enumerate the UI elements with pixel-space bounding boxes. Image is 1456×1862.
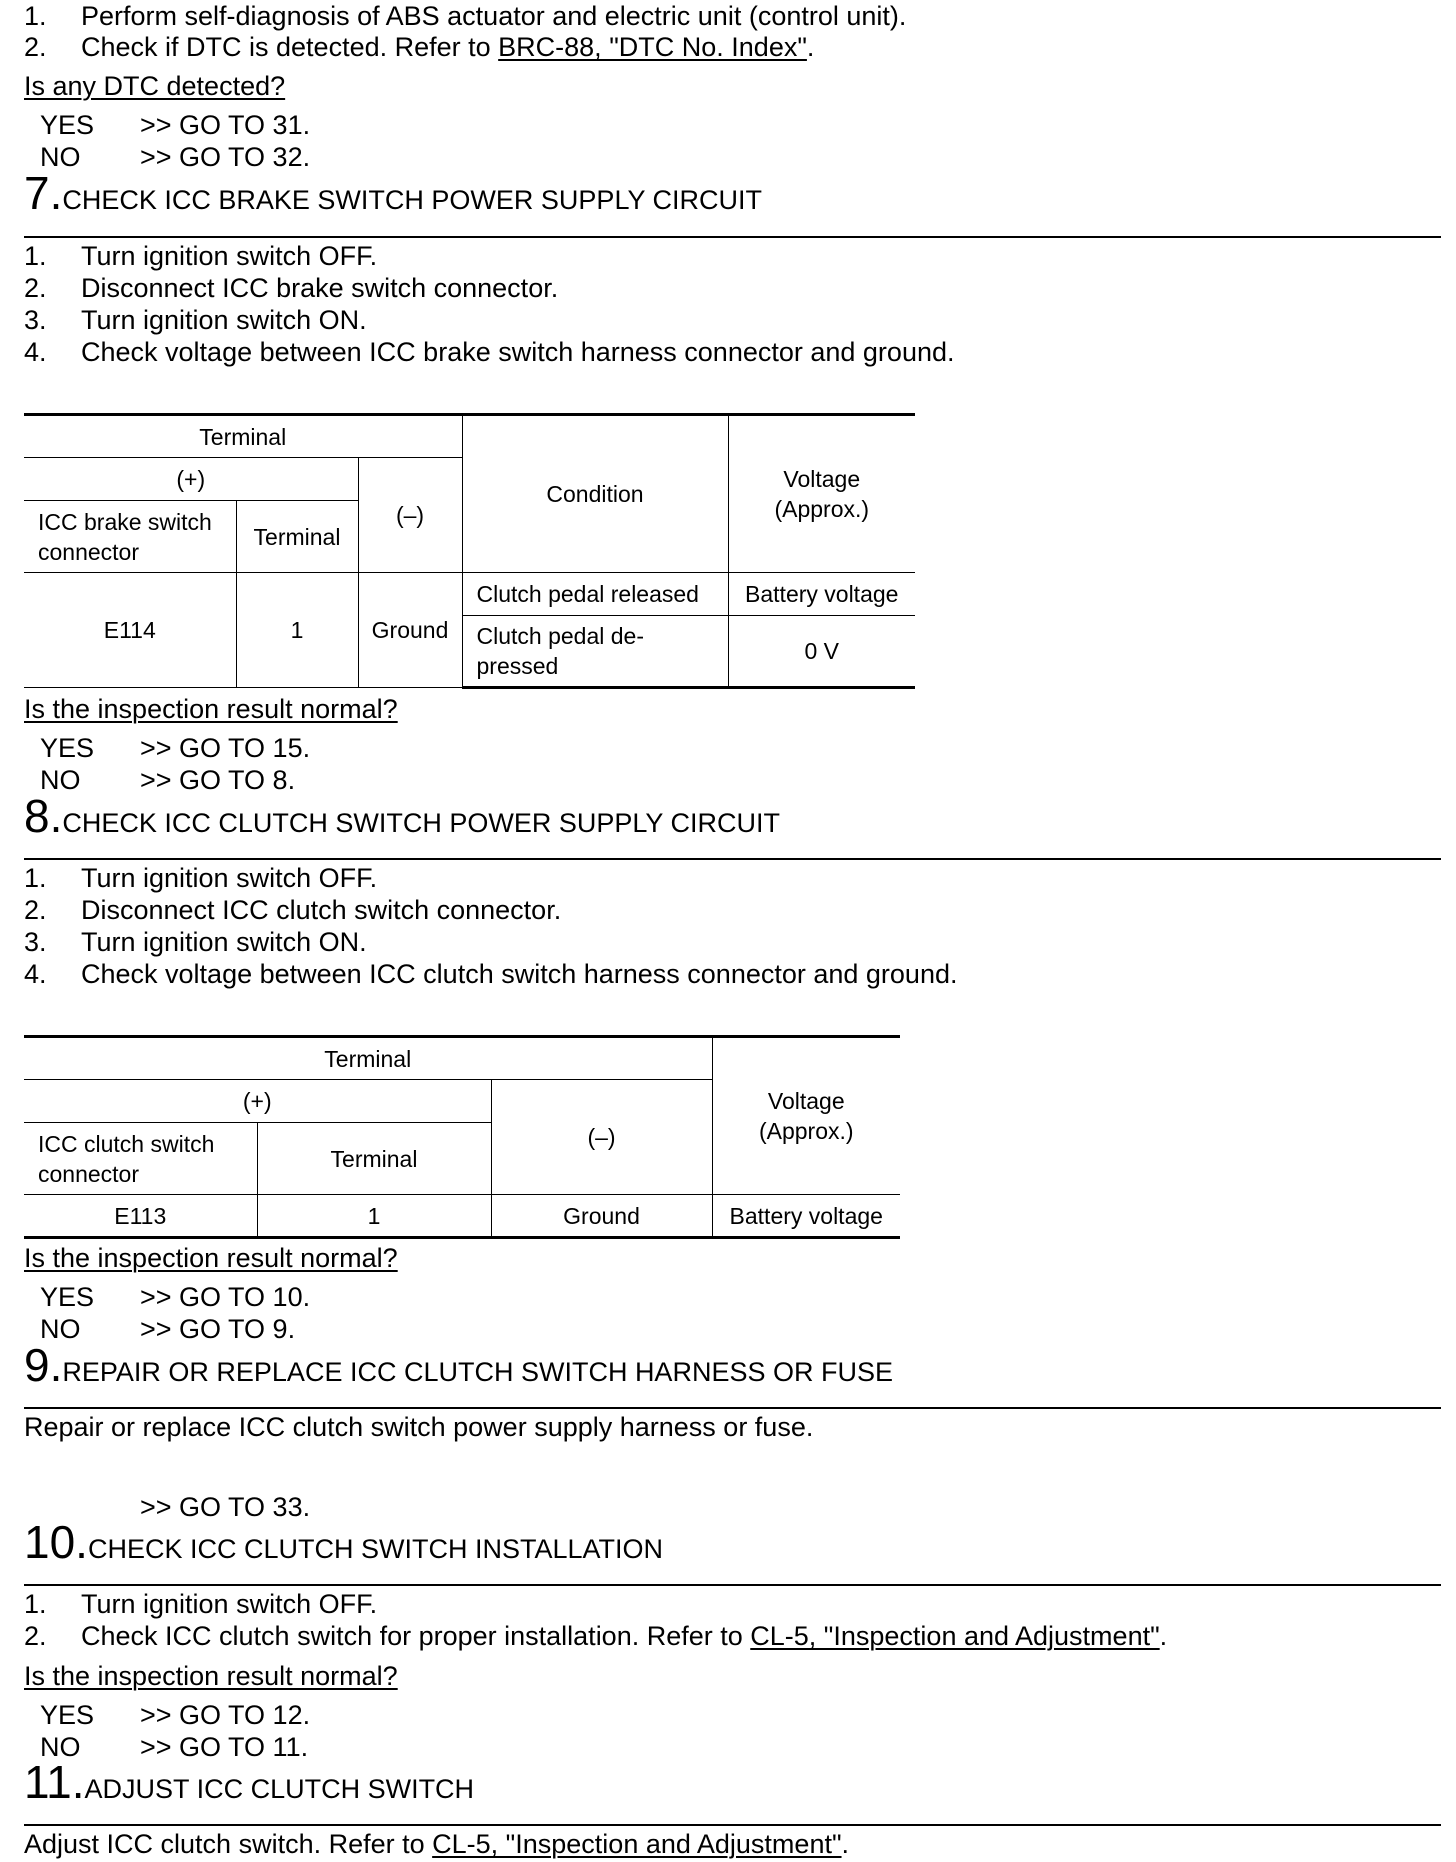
table-header: ICC brake switch connector — [24, 501, 236, 573]
list-item: 4. Check voltage between ICC brake switch harness connector and ground. — [24, 337, 955, 367]
table-header: Condition — [462, 415, 728, 573]
table-header: ICC clutch switch connector — [24, 1123, 257, 1195]
table-cell: E114 — [24, 573, 236, 688]
step-heading — [24, 1516, 663, 1568]
step-number: 8. — [24, 790, 63, 842]
divider — [24, 1824, 1441, 1826]
list-item: 2. Disconnect ICC brake switch connector. — [24, 273, 559, 303]
answer-yes: YES >> GO TO 15. — [40, 733, 311, 763]
question: Is the inspection result normal? — [24, 1661, 398, 1691]
table-cell: Ground — [491, 1195, 712, 1238]
step-heading — [24, 1339, 893, 1391]
answer-no: NO >> GO TO 9. — [40, 1314, 296, 1344]
table-cell: 0 V — [728, 616, 915, 688]
list-item: 2. Check ICC clutch switch for proper installation. Refer to CL-5, "Inspection and Adjustment". — [24, 1621, 1168, 1651]
question: Is the inspection result normal? — [24, 694, 398, 724]
answer-go: >> GO TO 33. — [140, 1492, 311, 1522]
step-number: 9. — [24, 1339, 63, 1391]
list-item: 3. Turn ignition switch ON. — [24, 305, 367, 335]
divider — [24, 1407, 1441, 1409]
cl-5-link[interactable]: CL-5, "Inspection and Adjustment" — [750, 1621, 1160, 1651]
table-cell: 1 — [257, 1195, 491, 1238]
list-item: 1. Perform self-diagnosis of ABS actuator and electric unit (control unit). — [24, 1, 907, 31]
table-header: (+) — [24, 458, 358, 501]
step-title: CHECK ICC CLUTCH SWITCH INSTALLATION — [87, 1534, 663, 1564]
step-title: CHECK ICC BRAKE SWITCH POWER SUPPLY CIRCUIT — [62, 185, 762, 215]
divider — [24, 858, 1441, 860]
question: Is any DTC detected? — [24, 71, 286, 101]
step-heading — [24, 1756, 475, 1808]
list-item: 4. Check voltage between ICC clutch switch harness connector and ground. — [24, 959, 958, 989]
question: Is the inspection result normal? — [24, 1243, 398, 1273]
brake-switch-voltage-table — [24, 413, 915, 689]
step-title: REPAIR OR REPLACE ICC CLUTCH SWITCH HARNESS OR FUSE — [62, 1357, 893, 1387]
answer-yes: YES >> GO TO 31. — [40, 110, 311, 140]
step-number: 11. — [24, 1756, 85, 1808]
table-header: Terminal — [236, 501, 358, 573]
table-header: Voltage (Approx.) — [712, 1037, 900, 1195]
answer-no: NO >> GO TO 11. — [40, 1732, 309, 1762]
step-title: CHECK ICC CLUTCH SWITCH POWER SUPPLY CIRCUIT — [62, 808, 780, 838]
divider — [24, 236, 1441, 238]
brc-88-link[interactable]: BRC-88, "DTC No. Index" — [498, 32, 807, 62]
table-cell: Clutch pedal released — [462, 573, 728, 616]
table-cell: Clutch pedal de- pressed — [462, 616, 728, 688]
cl-5-link[interactable]: CL-5, "Inspection and Adjustment" — [432, 1829, 842, 1859]
list-item: 2. Disconnect ICC clutch switch connector. — [24, 895, 562, 925]
list-item: 1. Turn ignition switch OFF. — [24, 863, 378, 893]
list-item: 1. Turn ignition switch OFF. — [24, 1589, 378, 1619]
step-heading — [24, 790, 780, 842]
step-text: Adjust ICC clutch switch. Refer to CL-5, "Inspection and Adjustment". — [24, 1829, 850, 1859]
step-number: 7. — [24, 167, 63, 219]
table-cell: 1 — [236, 573, 358, 688]
table-cell: Battery voltage — [728, 573, 915, 616]
table-header: Voltage (Approx.) — [728, 415, 915, 573]
answer-no: NO >> GO TO 32. — [40, 142, 311, 172]
table-header: (+) — [24, 1080, 491, 1123]
step-title: ADJUST ICC CLUTCH SWITCH — [84, 1774, 475, 1804]
step-number: 10. — [24, 1516, 88, 1568]
step-text: Repair or replace ICC clutch switch power supply harness or fuse. — [24, 1412, 814, 1442]
table-header: (–) — [358, 458, 462, 573]
answer-no: NO >> GO TO 8. — [40, 765, 296, 795]
table-header: Terminal — [24, 415, 462, 458]
answer-yes: YES >> GO TO 10. — [40, 1282, 311, 1312]
list-item: 1. Turn ignition switch OFF. — [24, 241, 378, 271]
table-cell: E113 — [24, 1195, 257, 1238]
answer-yes: YES >> GO TO 12. — [40, 1700, 311, 1730]
table-header: Terminal — [24, 1037, 712, 1080]
divider — [24, 1584, 1441, 1586]
table-cell: Ground — [358, 573, 462, 688]
table-header: (–) — [491, 1080, 712, 1195]
clutch-switch-voltage-table — [24, 1035, 900, 1239]
table-header: Terminal — [257, 1123, 491, 1195]
list-item: 2. Check if DTC is detected. Refer to BRC-88, "DTC No. Index". — [24, 32, 815, 62]
list-item: 3. Turn ignition switch ON. — [24, 927, 367, 957]
table-cell: Battery voltage — [712, 1195, 900, 1238]
step-heading — [24, 167, 762, 219]
